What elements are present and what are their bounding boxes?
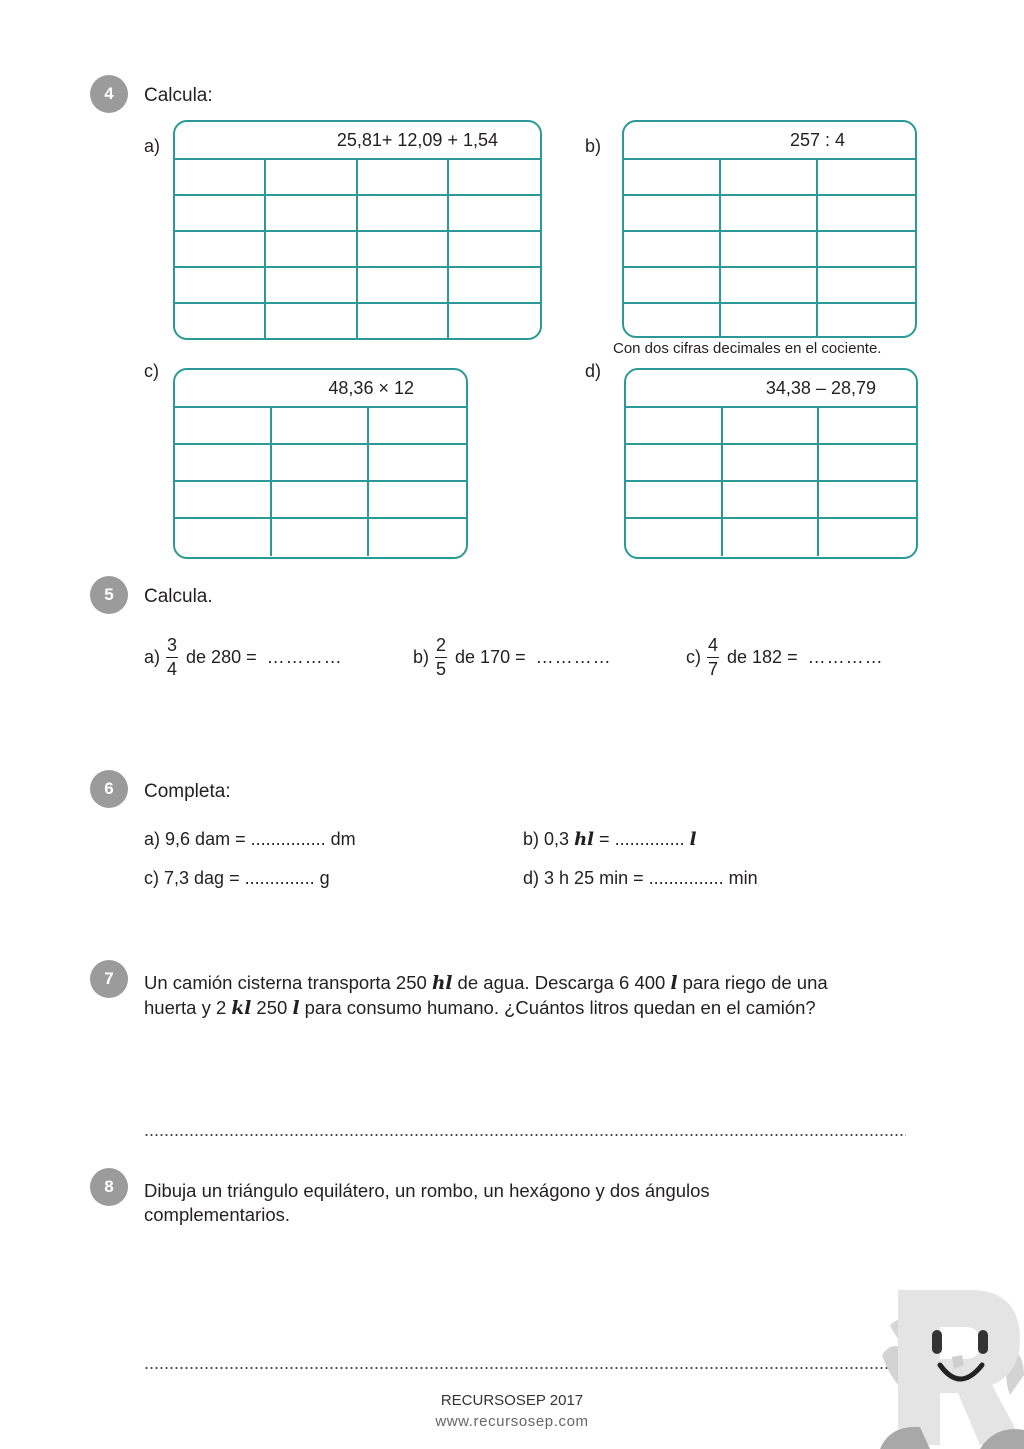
grid-cell[interactable] xyxy=(449,268,540,304)
answer-line-7[interactable] xyxy=(144,1134,906,1136)
fraction-item-a xyxy=(144,636,343,679)
answer-blank[interactable]: ............... xyxy=(250,829,326,849)
fraction-item-c xyxy=(686,636,884,679)
grid-cell[interactable] xyxy=(358,196,449,232)
grid-cell[interactable] xyxy=(624,304,721,338)
numerator: 2 xyxy=(436,635,447,655)
grid-cell[interactable] xyxy=(624,160,721,196)
item-c-label: c) xyxy=(144,361,159,381)
operation-d: 34,38 – 28,79 xyxy=(626,370,916,408)
grid-cell[interactable] xyxy=(175,304,266,340)
conversion-item-d xyxy=(523,868,758,889)
exercise-5-title: Calcula. xyxy=(144,586,213,607)
fraction-c-label: c) xyxy=(686,647,701,668)
grid-cell[interactable] xyxy=(721,304,818,338)
answer-blank[interactable]: .............. xyxy=(614,829,685,849)
grid-cell[interactable] xyxy=(358,160,449,196)
grid-cell[interactable] xyxy=(266,160,357,196)
grid-cell[interactable] xyxy=(175,268,266,304)
item-d-label: d) xyxy=(585,361,602,381)
item-a-label: a) xyxy=(144,136,161,156)
grid-cell[interactable] xyxy=(721,232,818,268)
exercise-6-badge: 6 xyxy=(90,770,128,808)
grid-cell[interactable] xyxy=(272,445,369,482)
grid-cell[interactable] xyxy=(266,304,357,340)
fraction-b-label: b) xyxy=(413,647,430,668)
grid-cell[interactable] xyxy=(358,304,449,340)
grid-cell[interactable] xyxy=(819,482,916,519)
calc-grid-c xyxy=(173,368,468,559)
exercise-4-title: Calcula: xyxy=(144,85,213,106)
fraction-bar xyxy=(435,657,447,659)
grid-cell[interactable] xyxy=(449,232,540,268)
mascot-r-character-icon xyxy=(870,1285,1024,1449)
grid-cell[interactable] xyxy=(721,196,818,232)
conversion-b-label: b) xyxy=(523,829,540,849)
operation-b: 257 : 4 xyxy=(624,122,915,160)
grid-cell[interactable] xyxy=(266,268,357,304)
exercise-4-badge: 4 xyxy=(90,75,128,113)
conversion-d-label: d) xyxy=(523,868,540,888)
exercise-5-badge: 5 xyxy=(90,576,128,614)
conversion-a-unit: dm xyxy=(330,829,356,849)
grid-body-c xyxy=(175,408,466,556)
grid-body-d xyxy=(626,408,916,556)
equals-sign: = xyxy=(599,829,610,849)
grid-cell[interactable] xyxy=(449,160,540,196)
grid-cell[interactable] xyxy=(358,232,449,268)
grid-cell[interactable] xyxy=(175,160,266,196)
grid-cell[interactable] xyxy=(369,408,466,445)
conversion-d-left: 3 h 25 min = xyxy=(544,868,644,888)
conversion-b-unit: l xyxy=(689,829,697,850)
grid-cell[interactable] xyxy=(723,445,820,482)
answer-blank-b[interactable]: ………… xyxy=(535,647,612,668)
fraction-b-text: de 170 = xyxy=(455,647,526,668)
grid-cell[interactable] xyxy=(369,519,466,556)
grid-cell[interactable] xyxy=(723,482,820,519)
unit-hl: hl xyxy=(431,973,453,994)
grid-cell[interactable] xyxy=(175,232,266,268)
grid-cell[interactable] xyxy=(175,482,272,519)
problem-line-2: huerta y 2 kl 250 l para consumo humano. ¿Cuántos litros quedan en el camión? xyxy=(144,997,816,1019)
conversion-b-left: 0,3 xyxy=(544,829,570,849)
conversion-item-b xyxy=(523,829,696,850)
fraction-bar xyxy=(166,657,178,659)
footer-title: RECURSOSEP 2017 xyxy=(440,1392,584,1409)
answer-blank[interactable]: .............. xyxy=(244,868,315,888)
calc-grid-b xyxy=(622,120,917,338)
grid-cell[interactable] xyxy=(721,160,818,196)
exercise-6-title: Completa: xyxy=(144,781,231,802)
problem-line-2: complementarios. xyxy=(144,1204,291,1225)
grid-cell[interactable] xyxy=(723,408,820,445)
fraction-c-text: de 182 = xyxy=(727,647,798,668)
grid-cell[interactable] xyxy=(819,445,916,482)
grid-cell[interactable] xyxy=(818,232,915,268)
grid-cell[interactable] xyxy=(175,445,272,482)
operation-c: 48,36 × 12 xyxy=(175,370,466,408)
grid-body-b xyxy=(624,160,915,338)
exercise-7-problem xyxy=(144,971,914,1021)
footer-url: www.recursosep.com xyxy=(435,1413,589,1430)
grid-cell[interactable] xyxy=(626,445,723,482)
fraction-b xyxy=(435,636,447,679)
grid-cell[interactable] xyxy=(266,196,357,232)
grid-cell[interactable] xyxy=(624,196,721,232)
problem-line-1: Dibuja un triángulo equilátero, un rombo, un hexágono y dos ángulos xyxy=(144,1180,710,1201)
fraction-bar xyxy=(707,657,719,659)
grid-cell[interactable] xyxy=(626,519,723,556)
fraction-a xyxy=(166,636,178,679)
conversion-c-label: c) xyxy=(144,868,159,888)
exercise-8-badge: 8 xyxy=(90,1168,128,1206)
fraction-a-text: de 280 = xyxy=(186,647,257,668)
division-note: Con dos cifras decimales en el cociente. xyxy=(613,340,882,357)
fraction-c xyxy=(707,636,719,679)
grid-cell[interactable] xyxy=(272,519,369,556)
exercise-8-problem xyxy=(144,1179,914,1227)
denominator: 4 xyxy=(167,659,178,680)
grid-cell[interactable] xyxy=(449,304,540,340)
conversion-item-c xyxy=(144,868,330,889)
grid-cell[interactable] xyxy=(624,268,721,304)
grid-cell[interactable] xyxy=(626,408,723,445)
unit-l: l xyxy=(670,973,678,994)
exercise-7-badge: 7 xyxy=(90,960,128,998)
grid-cell[interactable] xyxy=(624,232,721,268)
grid-cell[interactable] xyxy=(369,482,466,519)
grid-cell[interactable] xyxy=(175,519,272,556)
grid-cell[interactable] xyxy=(266,232,357,268)
grid-cell[interactable] xyxy=(449,196,540,232)
conversion-b-left-unit: hl xyxy=(574,829,595,850)
grid-body-a xyxy=(175,160,540,340)
conversion-item-a xyxy=(144,829,356,850)
grid-cell[interactable] xyxy=(175,196,266,232)
grid-cell[interactable] xyxy=(819,519,916,556)
fraction-a-label: a) xyxy=(144,647,161,668)
problem-line-1: Un camión cisterna transporta 250 hl de agua. Descarga 6 400 l para riego de una xyxy=(144,972,828,994)
conversion-a-label: a) xyxy=(144,829,161,849)
fraction-item-b xyxy=(413,636,612,679)
item-b-label: b) xyxy=(585,136,602,156)
grid-cell[interactable] xyxy=(369,445,466,482)
conversion-a-left: 9,6 dam = xyxy=(165,829,246,849)
conversion-d-unit: min xyxy=(728,868,758,888)
grid-cell[interactable] xyxy=(721,268,818,304)
grid-cell[interactable] xyxy=(818,196,915,232)
grid-cell[interactable] xyxy=(723,519,820,556)
answer-blank-a[interactable]: ………… xyxy=(266,647,343,668)
denominator: 7 xyxy=(708,659,719,680)
grid-cell[interactable] xyxy=(818,304,915,338)
answer-blank[interactable]: ............... xyxy=(648,868,724,888)
operation-a: 25,81+ 12,09 + 1,54 xyxy=(175,122,540,160)
calc-grid-a xyxy=(173,120,542,340)
conversion-c-left: 7,3 dag = xyxy=(164,868,240,888)
grid-cell[interactable] xyxy=(175,408,272,445)
answer-line-8[interactable] xyxy=(144,1367,906,1369)
calc-grid-d xyxy=(624,368,918,559)
grid-cell[interactable] xyxy=(272,482,369,519)
grid-cell[interactable] xyxy=(818,268,915,304)
conversion-c-unit: g xyxy=(319,868,330,888)
grid-cell[interactable] xyxy=(626,482,723,519)
unit-l: l xyxy=(292,998,300,1019)
denominator: 5 xyxy=(436,659,447,680)
answer-blank-c[interactable]: ………… xyxy=(807,647,884,668)
grid-cell[interactable] xyxy=(358,268,449,304)
numerator: 4 xyxy=(708,635,719,655)
unit-kl: kl xyxy=(231,998,252,1019)
grid-cell[interactable] xyxy=(819,408,916,445)
numerator: 3 xyxy=(167,635,178,655)
grid-cell[interactable] xyxy=(272,408,369,445)
grid-cell[interactable] xyxy=(818,160,915,196)
